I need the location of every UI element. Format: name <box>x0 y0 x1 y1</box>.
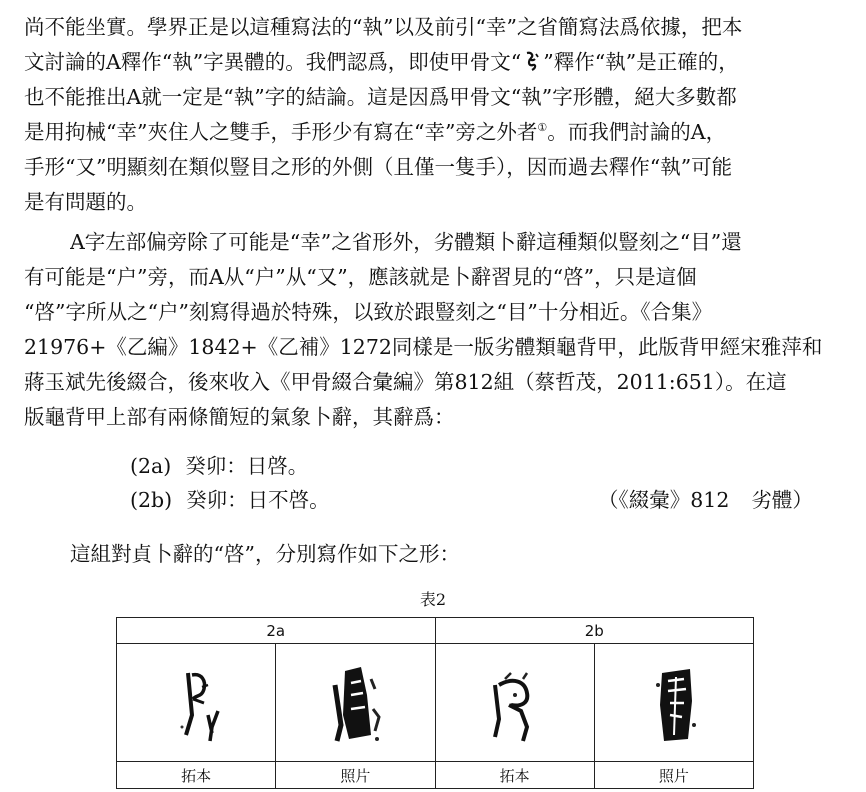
photo-2b-cell <box>594 644 753 762</box>
paragraph1-line-6: 是有問題的。 <box>24 190 147 214</box>
photo-2a-image <box>305 655 405 751</box>
paragraph1-line-3: 也不能推出A就一定是“執”字的結論。這是因爲甲骨文“執”字形體，絕大多數都 <box>24 85 737 109</box>
photo-2b-image <box>624 655 724 751</box>
label-photo-2a: 照片 <box>276 762 435 789</box>
paragraph2-line-3: “啓”字所从之“户”刻寫得過於特殊，以致於跟豎刻之“目”十分相近。《合集》 <box>24 300 713 324</box>
footnote-marker[interactable]: ① <box>537 121 548 135</box>
example-source-book: （《綴彙》812 <box>598 488 730 512</box>
paragraph1-line-2 <box>24 45 844 79</box>
table-header-2a: 2a <box>117 618 436 644</box>
table-2 <box>116 617 754 789</box>
paragraph2-line-1: A字左部偏旁除了可能是“幸”之省形外，劣體類卜辭這種類似豎刻之“目”還 <box>70 230 742 254</box>
example-2b <box>130 484 330 516</box>
photo-2a-cell <box>276 644 435 762</box>
paragraph1-line-2-tail: ”釋作“執”是正確的， <box>543 50 739 74</box>
paragraph2-line-5: 蔣玉斌先後綴合，後來收入《甲骨綴合彙編》第812組（蔡哲茂，2011:651）。在這 <box>24 370 787 394</box>
rubbing-2b-image <box>465 655 565 751</box>
label-rubbing-2b: 拓本 <box>435 762 594 789</box>
paragraph1-line-4-tail: 。而我們討論的A， <box>547 120 727 144</box>
oracle-bone-glyph-icon <box>521 50 543 72</box>
paragraph2-line-6: 版龜背甲上部有兩條簡短的氣象卜辭，其辭爲： <box>24 405 455 429</box>
example-source <box>598 484 813 516</box>
label-rubbing-2a: 拓本 <box>117 762 276 789</box>
paragraph1-line-2-text: 文討論的A釋作“執”字異體的。我們認爲，即使甲骨文“ <box>24 50 522 74</box>
example-number: (2b) <box>130 488 173 512</box>
label-photo-2b: 照片 <box>594 762 753 789</box>
paragraph3: 這組對貞卜辭的“啓”，分別寫作如下之形： <box>70 542 460 566</box>
paragraph2-line-4: 21976+《乙編》1842+《乙補》1272同樣是一版劣體類龜背甲，此版背甲經宋雅萍和 <box>24 335 823 359</box>
example-number: (2a) <box>130 454 172 478</box>
paragraph1-line-5: 手形“又”明顯刻在類似豎目之形的外側（且僅一隻手），因而過去釋作“執”可能 <box>24 155 733 179</box>
example-text: 癸卯：日啓。 <box>185 454 309 478</box>
paragraph1-line-4 <box>24 115 844 149</box>
rubbing-2b-cell <box>435 644 594 762</box>
paragraph2-line-2: 有可能是“户”旁，而A从“户”从“又”，應該就是卜辭習見的“啓”，只是這個 <box>24 265 697 289</box>
table-caption: 表2 <box>419 590 447 609</box>
paragraph1-line-1: 尚不能坐實。學界正是以這種寫法的“執”以及前引“幸”之省簡寫法爲依據，把本 <box>24 15 743 39</box>
rubbing-2a-cell <box>117 644 276 762</box>
example-source-type: 劣體） <box>751 488 813 512</box>
rubbing-2a-image <box>146 655 246 751</box>
table-header-2b: 2b <box>435 618 754 644</box>
example-text: 癸卯：日不啓。 <box>186 488 330 512</box>
paragraph1-line-4-text: 是用拘械“幸”夾住人之雙手，手形少有寫在“幸”旁之外者 <box>24 120 538 144</box>
example-2a <box>130 450 308 482</box>
